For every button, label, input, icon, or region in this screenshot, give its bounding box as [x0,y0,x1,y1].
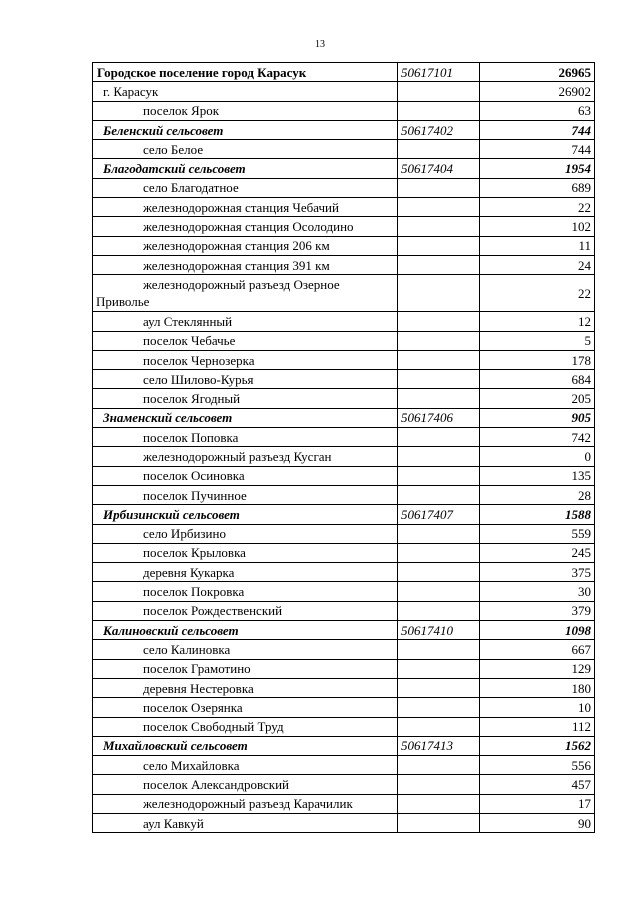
settlement-row [93,659,595,678]
settlement-row [93,543,595,562]
settlement-row [93,331,595,350]
settlement-name: деревня Нестеровка [93,678,398,697]
oktmo-code: 50617407 [398,505,480,524]
municipality-row [93,736,595,755]
population-value: 11 [480,236,595,255]
oktmo-code: 50617402 [398,120,480,139]
population-value: 375 [480,563,595,582]
population-value: 1098 [480,621,595,640]
oktmo-code: 50617406 [398,408,480,427]
oktmo-code [398,331,480,350]
oktmo-code [398,775,480,794]
oktmo-code [398,447,480,466]
oktmo-code [398,698,480,717]
settlement-name: поселок Озерянка [93,698,398,717]
oktmo-code [398,275,480,312]
settlement-name: село Михайловка [93,756,398,775]
settlement-row [93,370,595,389]
settlement-name: Беленский сельсовет [93,120,398,139]
settlement-name: село Калиновка [93,640,398,659]
oktmo-code [398,794,480,813]
population-value: 667 [480,640,595,659]
oktmo-code [398,813,480,832]
oktmo-code [398,389,480,408]
settlement-row [93,198,595,217]
oktmo-code [398,485,480,504]
settlement-name: поселок Рождественский [93,601,398,620]
settlement-name: железнодорожный разъезд Карачилик [93,794,398,813]
population-value: 26965 [480,63,595,82]
settlement-name: Михайловский сельсовет [93,736,398,755]
population-value: 559 [480,524,595,543]
settlement-name: поселок Чебачье [93,331,398,350]
population-value: 24 [480,255,595,274]
population-value: 112 [480,717,595,736]
municipality-row [93,120,595,139]
settlement-row [93,466,595,485]
oktmo-code [398,428,480,447]
settlement-name: поселок Поповка [93,428,398,447]
settlement-row [93,447,595,466]
settlement-name: железнодорожная станция Чебачий [93,198,398,217]
settlement-name: г. Карасук [93,82,398,101]
settlement-row [93,82,595,101]
population-value: 12 [480,312,595,331]
settlement-row [93,794,595,813]
settlement-row [93,350,595,369]
settlement-name: аул Стеклянный [93,312,398,331]
settlement-row [93,178,595,197]
municipality-row [93,408,595,427]
oktmo-code [398,255,480,274]
oktmo-code [398,101,480,120]
settlement-row [93,236,595,255]
settlement-row [93,582,595,601]
oktmo-code [398,140,480,159]
oktmo-code [398,582,480,601]
settlement-name: село Шилово-Курья [93,370,398,389]
oktmo-code [398,198,480,217]
settlement-name: поселок Чернозерка [93,350,398,369]
settlement-name: деревня Кукарка [93,563,398,582]
settlement-name: поселок Александровский [93,775,398,794]
population-value: 102 [480,217,595,236]
oktmo-code [398,236,480,255]
settlement-name: поселок Пучинное [93,485,398,504]
oktmo-code [398,370,480,389]
population-value: 245 [480,543,595,562]
settlement-name: поселок Свободный Труд [93,717,398,736]
population-value: 26902 [480,82,595,101]
settlement-name: железнодорожный разъезд Кусган [93,447,398,466]
population-value: 135 [480,466,595,485]
oktmo-code [398,563,480,582]
settlement-name: село Ирбизино [93,524,398,543]
oktmo-code [398,717,480,736]
settlement-row [93,813,595,832]
settlement-name: железнодорожная станция 206 км [93,236,398,255]
municipality-row [93,63,595,82]
settlement-name: Калиновский сельсовет [93,621,398,640]
settlement-name: поселок Покровка [93,582,398,601]
settlement-name: Благодатский сельсовет [93,159,398,178]
settlement-name: аул Кавкуй [93,813,398,832]
settlement-row [93,563,595,582]
settlement-name: железнодорожная станция 391 км [93,255,398,274]
oktmo-code [398,82,480,101]
municipality-row [93,621,595,640]
settlement-name: поселок Крыловка [93,543,398,562]
settlement-name: поселок Ярок [93,101,398,120]
settlement-name: село Белое [93,140,398,159]
oktmo-code: 50617101 [398,63,480,82]
municipality-row [93,159,595,178]
population-value: 30 [480,582,595,601]
settlement-row [93,640,595,659]
settlement-name: железнодорожная станция Осолодино [93,217,398,236]
settlement-name: поселок Ягодный [93,389,398,408]
settlement-row [93,101,595,120]
settlement-row [93,485,595,504]
oktmo-code [398,678,480,697]
population-value: 10 [480,698,595,717]
population-value: 1954 [480,159,595,178]
settlement-name: Знаменский сельсовет [93,408,398,427]
population-value: 17 [480,794,595,813]
population-value: 0 [480,447,595,466]
population-value: 1588 [480,505,595,524]
oktmo-code [398,659,480,678]
population-value: 457 [480,775,595,794]
oktmo-code [398,524,480,543]
settlement-name: железнодорожный разъезд Озерное Приволье [93,275,398,312]
settlement-row [93,678,595,697]
population-value: 744 [480,140,595,159]
population-value: 379 [480,601,595,620]
oktmo-code: 50617410 [398,621,480,640]
population-value: 22 [480,198,595,217]
oktmo-code [398,217,480,236]
settlement-row [93,428,595,447]
settlement-row [93,698,595,717]
oktmo-code [398,543,480,562]
oktmo-code [398,178,480,197]
settlement-row [93,312,595,331]
population-value: 744 [480,120,595,139]
population-value: 1562 [480,736,595,755]
settlements-table [92,62,595,833]
settlement-row [93,140,595,159]
oktmo-code [398,350,480,369]
settlement-name: село Благодатное [93,178,398,197]
oktmo-code [398,756,480,775]
settlement-row [93,756,595,775]
population-value: 5 [480,331,595,350]
oktmo-code [398,640,480,659]
settlement-row [93,717,595,736]
oktmo-code: 50617404 [398,159,480,178]
population-value: 556 [480,756,595,775]
settlement-row [93,255,595,274]
population-value: 178 [480,350,595,369]
settlement-name: Городское поселение город Карасук [93,63,398,82]
settlement-name: поселок Грамотино [93,659,398,678]
population-value: 689 [480,178,595,197]
population-value: 28 [480,485,595,504]
settlement-row [93,601,595,620]
population-value: 90 [480,813,595,832]
settlement-row [93,217,595,236]
population-value: 905 [480,408,595,427]
population-value: 180 [480,678,595,697]
oktmo-code: 50617413 [398,736,480,755]
settlement-row [93,524,595,543]
population-value: 63 [480,101,595,120]
population-value: 684 [480,370,595,389]
oktmo-code [398,601,480,620]
population-value: 22 [480,275,595,312]
oktmo-code [398,312,480,331]
settlement-name: Ирбизинский сельсовет [93,505,398,524]
oktmo-code [398,466,480,485]
population-value: 129 [480,659,595,678]
settlement-row [93,775,595,794]
settlement-row [93,389,595,408]
population-value: 742 [480,428,595,447]
settlement-row [93,275,595,312]
population-value: 205 [480,389,595,408]
municipality-row [93,505,595,524]
page-number: 13 [315,39,325,50]
settlement-name: поселок Осиновка [93,466,398,485]
